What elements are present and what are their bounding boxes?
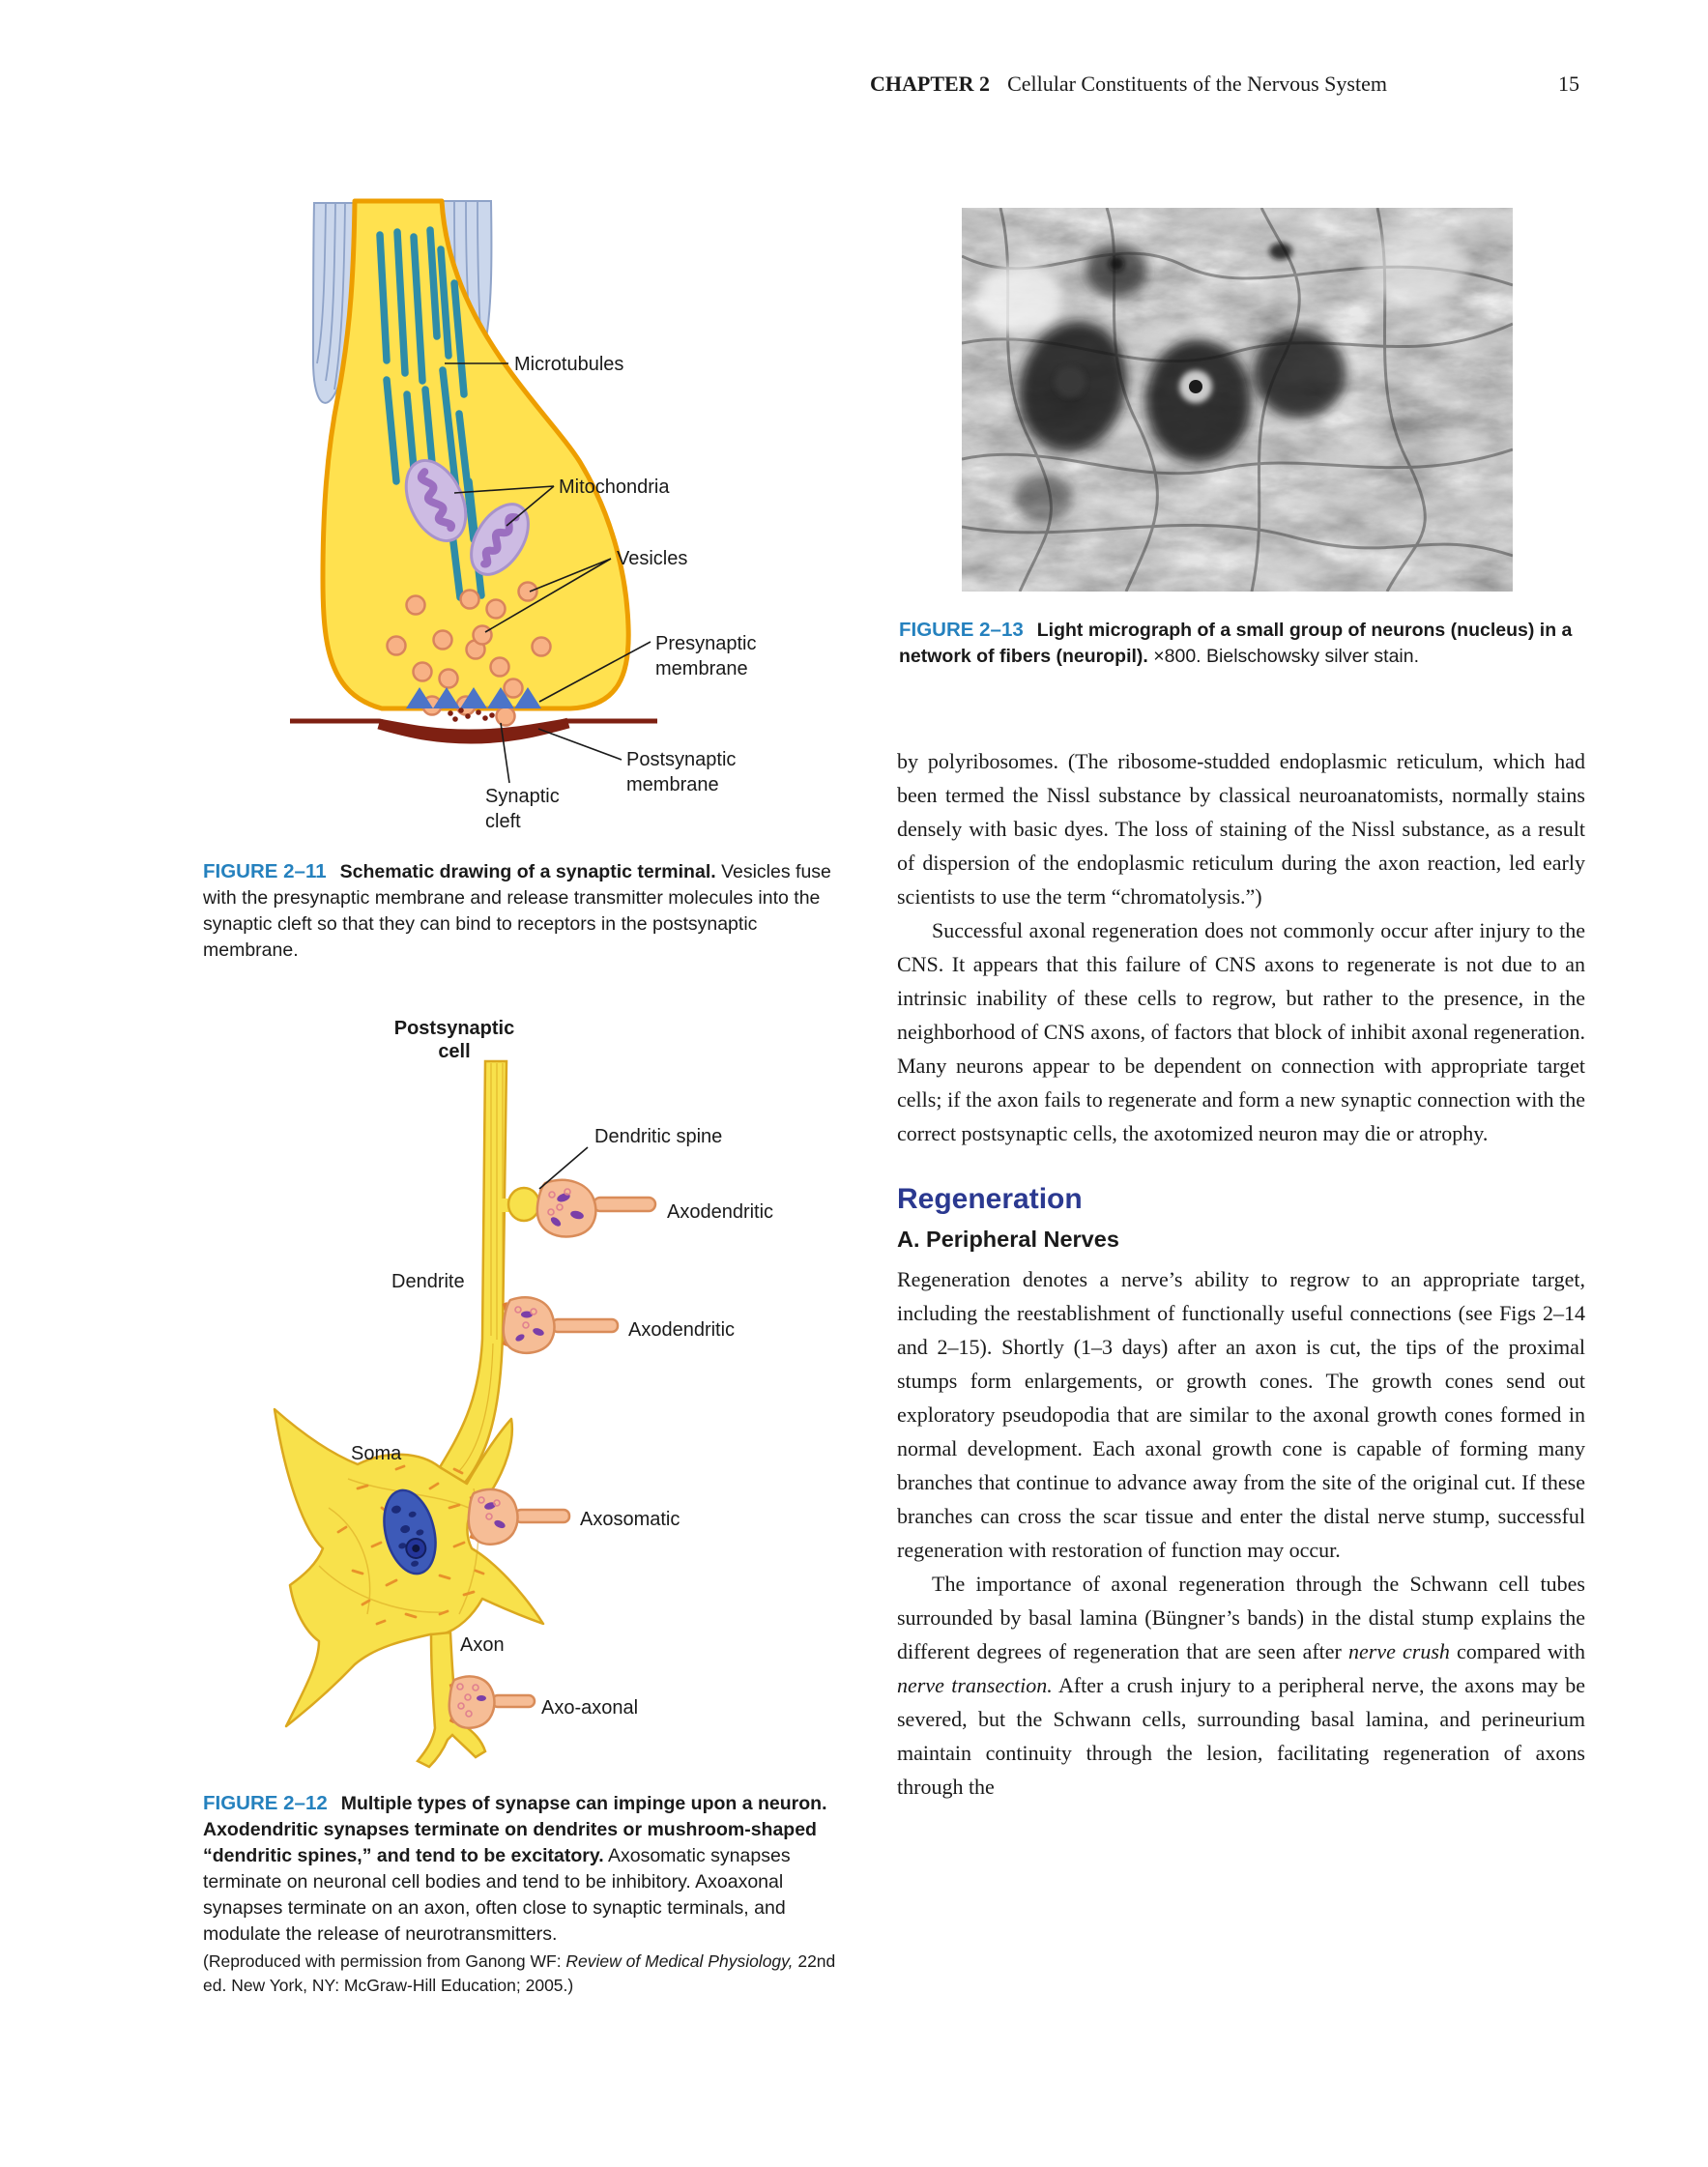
para4-mid: compared with [1449, 1639, 1585, 1663]
figure-2-12-caption-main [203, 1790, 846, 1948]
label-microtubules: Microtubules [514, 354, 624, 375]
credit-book-title: Review of Medical Physiology, [565, 1951, 794, 1971]
credit-post: 22nd ed. New York, NY: McGraw-Hill Education; 2005.) [203, 1951, 836, 1995]
axo-axonal-terminal [449, 1676, 535, 1727]
label-axodendritic-2: Axodendritic [628, 1319, 736, 1341]
label-axodendritic-1: Axodendritic [667, 1201, 774, 1223]
figure-2-12-caption-text: Axosomatic synapses terminate on neuronal cell bodies and tend to be inhibitory. Axoaxonal synapses terminate on an axon, often close to synaptic terminals, and modulate the release of neurotransmitters. [203, 1845, 791, 1945]
figure-2-12-label: FIGURE 2–12 [203, 1792, 328, 1814]
chapter-label: CHAPTER 2 [870, 72, 991, 96]
paragraph-polyribosomes: by polyribosomes. (The ribosome-studded endoplasmic reticulum, which had been termed the Nissl substance by classical neuroanatomists, normally stains densely with basic dyes. The loss of staining of the Nissl substance, as a result of dispersion of the endoplasmic reticulum during the axon reaction, led early scientists to use the term “chromatolysis.”) [897, 749, 1585, 909]
figure-2-13-caption-bold: Light micrograph of a small group of neurons (nucleus) in a network of fibers (neuropil). [899, 620, 1573, 667]
figure-2-11-caption-bold: Schematic drawing of a synaptic terminal. [339, 861, 716, 882]
light-patch-2 [1363, 227, 1469, 304]
figure-2-13-caption [899, 617, 1585, 670]
label-postsynaptic-cell-2: cell [438, 1041, 471, 1062]
paragraph-schwann-tubes [897, 1567, 1585, 1804]
figure-2-13-label: FIGURE 2–13 [899, 619, 1024, 641]
postsynaptic-membrane-line [290, 721, 657, 732]
figure-2-11-synaptic-terminal-drawing [271, 191, 764, 849]
label-presynaptic-membrane-2: membrane [655, 658, 748, 679]
dendritic-spine-knob [508, 1188, 539, 1221]
figure-2-13-caption-text: ×800. Bielschowsky silver stain. [1147, 646, 1420, 667]
para4-nerve-crush: nerve crush [1348, 1639, 1450, 1663]
leader-postsynaptic-membrane [538, 729, 622, 760]
neuron-soma-right [1254, 330, 1346, 419]
figure-2-12-neuron-synapses-drawing [261, 1005, 802, 1769]
para4-post: After a crush injury to a peripheral nerve, the axons may be severed, but the Schwann cells, surrounding basal lamina, and perineurium maintain continuity through the lesion, facilitating regeneration of axons through the [897, 1673, 1585, 1799]
label-axon: Axon [460, 1634, 505, 1656]
figure-2-12-caption [203, 1790, 846, 1998]
axosomatic-terminal [469, 1489, 569, 1545]
page-number: 15 [1558, 72, 1579, 96]
label-presynaptic-membrane: Presynaptic [655, 633, 757, 654]
subheading-peripheral-nerves: A. Peripheral Nerves [897, 1227, 1119, 1252]
label-postsynaptic-cell: Postsynaptic [393, 1018, 515, 1039]
label-axo-axonal: Axo-axonal [541, 1697, 639, 1719]
credit-pre: (Reproduced with permission from Ganong WF: [203, 1951, 566, 1971]
label-postsynaptic-membrane: Postsynaptic [626, 749, 737, 770]
chapter-title: Cellular Constituents of the Nervous System [1007, 72, 1387, 96]
label-vesicles: Vesicles [617, 548, 688, 569]
article-column [897, 744, 1585, 1804]
figure-2-11-label: FIGURE 2–11 [203, 860, 327, 882]
light-patch [976, 263, 1063, 336]
para4-pre: The importance of axonal regeneration through the Schwann cell tubes surrounded by basal lamina (Büngner’s bands) in the distal stump explains the different degrees of regeneration that are seen after [897, 1572, 1585, 1663]
paragraph-cns-regeneration: Successful axonal regeneration does not commonly occur after injury to the CNS. It appears that this failure of CNS axons to regenerate is not due to an intrinsic inability of these cells to regrow, but rather to the presence, in the neighborhood of CNS axons, of factors that block of inhibit axonal regeneration. Many neurons appear to be dependent on connection with appropriate target cells; if the axon fails to regenerate and form a new synaptic connection with the correct postsynaptic cells, the axotomized neuron may die or atrophy. [897, 918, 1585, 1145]
figure-2-12-credit [203, 1950, 846, 1998]
section-heading-regeneration: Regeneration [897, 1183, 1083, 1215]
label-mitochondria: Mitochondria [559, 477, 670, 498]
label-dendritic-spine: Dendritic spine [594, 1126, 723, 1147]
label-dendrite: Dendrite [391, 1271, 465, 1292]
label-axosomatic: Axosomatic [580, 1509, 680, 1530]
label-synaptic-cleft: Synaptic [485, 786, 560, 807]
running-head [870, 72, 1585, 97]
figure-2-12-caption-bold: Multiple types of synapse can impinge upon a neuron. Axodendritic synapses terminate on dendrites or mushroom-shaped “dendritic spines,” and tend to be excitatory. [203, 1793, 827, 1866]
label-soma: Soma [351, 1443, 402, 1464]
axodendritic-terminal-2 [504, 1297, 618, 1352]
axodendritic-terminal-1 [537, 1180, 655, 1237]
label-synaptic-cleft-2: cleft [485, 811, 521, 832]
figure-2-13-micrograph [962, 208, 1513, 592]
figure-2-11-caption-text: Vesicles fuse with the presynaptic membrane and release transmitter molecules into the synaptic cleft so that they can bind to receptors in the postsynaptic membrane. [203, 861, 831, 961]
label-postsynaptic-membrane-2: membrane [626, 774, 719, 795]
figure-2-11-caption [203, 858, 846, 964]
paragraph-peripheral-regeneration: Regeneration denotes a nerve’s ability to regrow to an appropriate target, including the reestablishment of functionally useful connections (see Figs 2–14 and 2–15). Shortly (1–3 days) after an axon is cut, the tips of the proximal stumps form enlargements, or growth cones. The growth cones send out exploratory pseudopodia that are similar to the axonal growth cones formed in normal development. Each axonal growth cone is capable of forming many branches that continue to advance away from the site of the original cut. If these branches can cross the scar tissue and enter the distal nerve stump, successful regeneration with restoration of function may occur. [897, 1267, 1585, 1562]
para4-nerve-transection: nerve transection. [897, 1673, 1053, 1697]
